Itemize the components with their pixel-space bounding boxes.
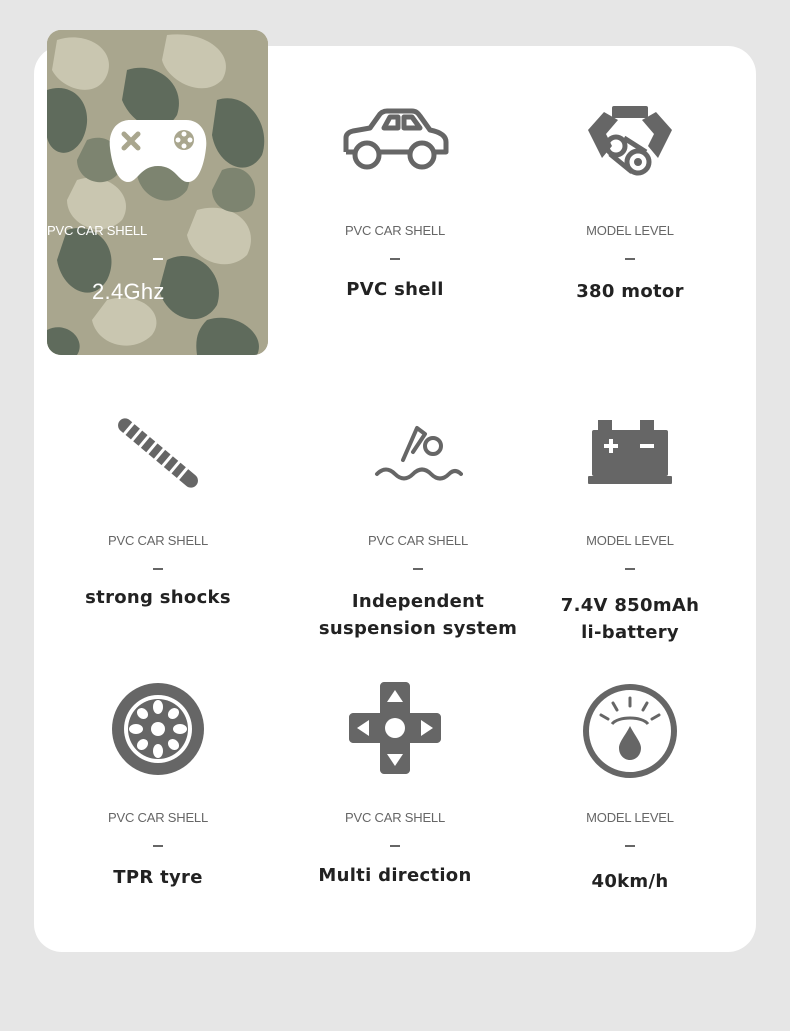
divider-dash	[153, 258, 163, 260]
feature-title: 2.4Ghz	[92, 279, 165, 304]
feature-title: 380 motor	[576, 281, 684, 302]
divider-dash	[390, 845, 400, 847]
feature-sub-label: PVC CAR SHELL	[108, 533, 208, 548]
battery-icon	[510, 418, 750, 486]
divider-dash	[625, 845, 635, 847]
spring-icon	[38, 416, 278, 490]
divider-dash	[153, 845, 163, 847]
feature-sub-label: MODEL LEVEL	[586, 223, 674, 238]
feature-sub-label: PVC CAR SHELL	[47, 223, 147, 238]
feature-title-line-2: suspension system	[318, 618, 518, 639]
feature-title: PVC shell	[346, 279, 444, 300]
feature-sub-label: MODEL LEVEL	[586, 533, 674, 548]
motor-icon	[510, 104, 750, 178]
divider-dash	[625, 258, 635, 260]
feature-title: Independent	[351, 591, 485, 612]
divider-dash	[153, 568, 163, 570]
feature-sub-label: PVC CAR SHELL	[368, 533, 468, 548]
feature-title: strong shocks	[85, 587, 231, 608]
car-icon	[275, 108, 515, 172]
divider-dash	[413, 568, 423, 570]
feature-sub-label: PVC CAR SHELL	[108, 810, 208, 825]
feature-sub-label: PVC CAR SHELL	[345, 810, 445, 825]
divider-dash	[390, 258, 400, 260]
gamepad-icon	[47, 116, 268, 184]
swimmer-icon	[298, 420, 538, 486]
feature-title-line-2: li-battery	[581, 622, 679, 643]
speedometer-icon	[510, 684, 750, 778]
feature-title: 7.4V 850mAh	[560, 595, 700, 616]
dpad-icon	[275, 682, 515, 774]
feature-sub-label: PVC CAR SHELL	[345, 223, 445, 238]
tyre-icon	[38, 682, 278, 776]
camo-pattern	[47, 30, 268, 355]
feature-sub-label: MODEL LEVEL	[586, 810, 674, 825]
divider-dash	[625, 568, 635, 570]
feature-tile-2-4ghz	[47, 30, 268, 355]
feature-title: 40km/h	[591, 871, 669, 892]
feature-title: Multi direction	[318, 865, 472, 886]
feature-title: TPR tyre	[113, 867, 203, 888]
